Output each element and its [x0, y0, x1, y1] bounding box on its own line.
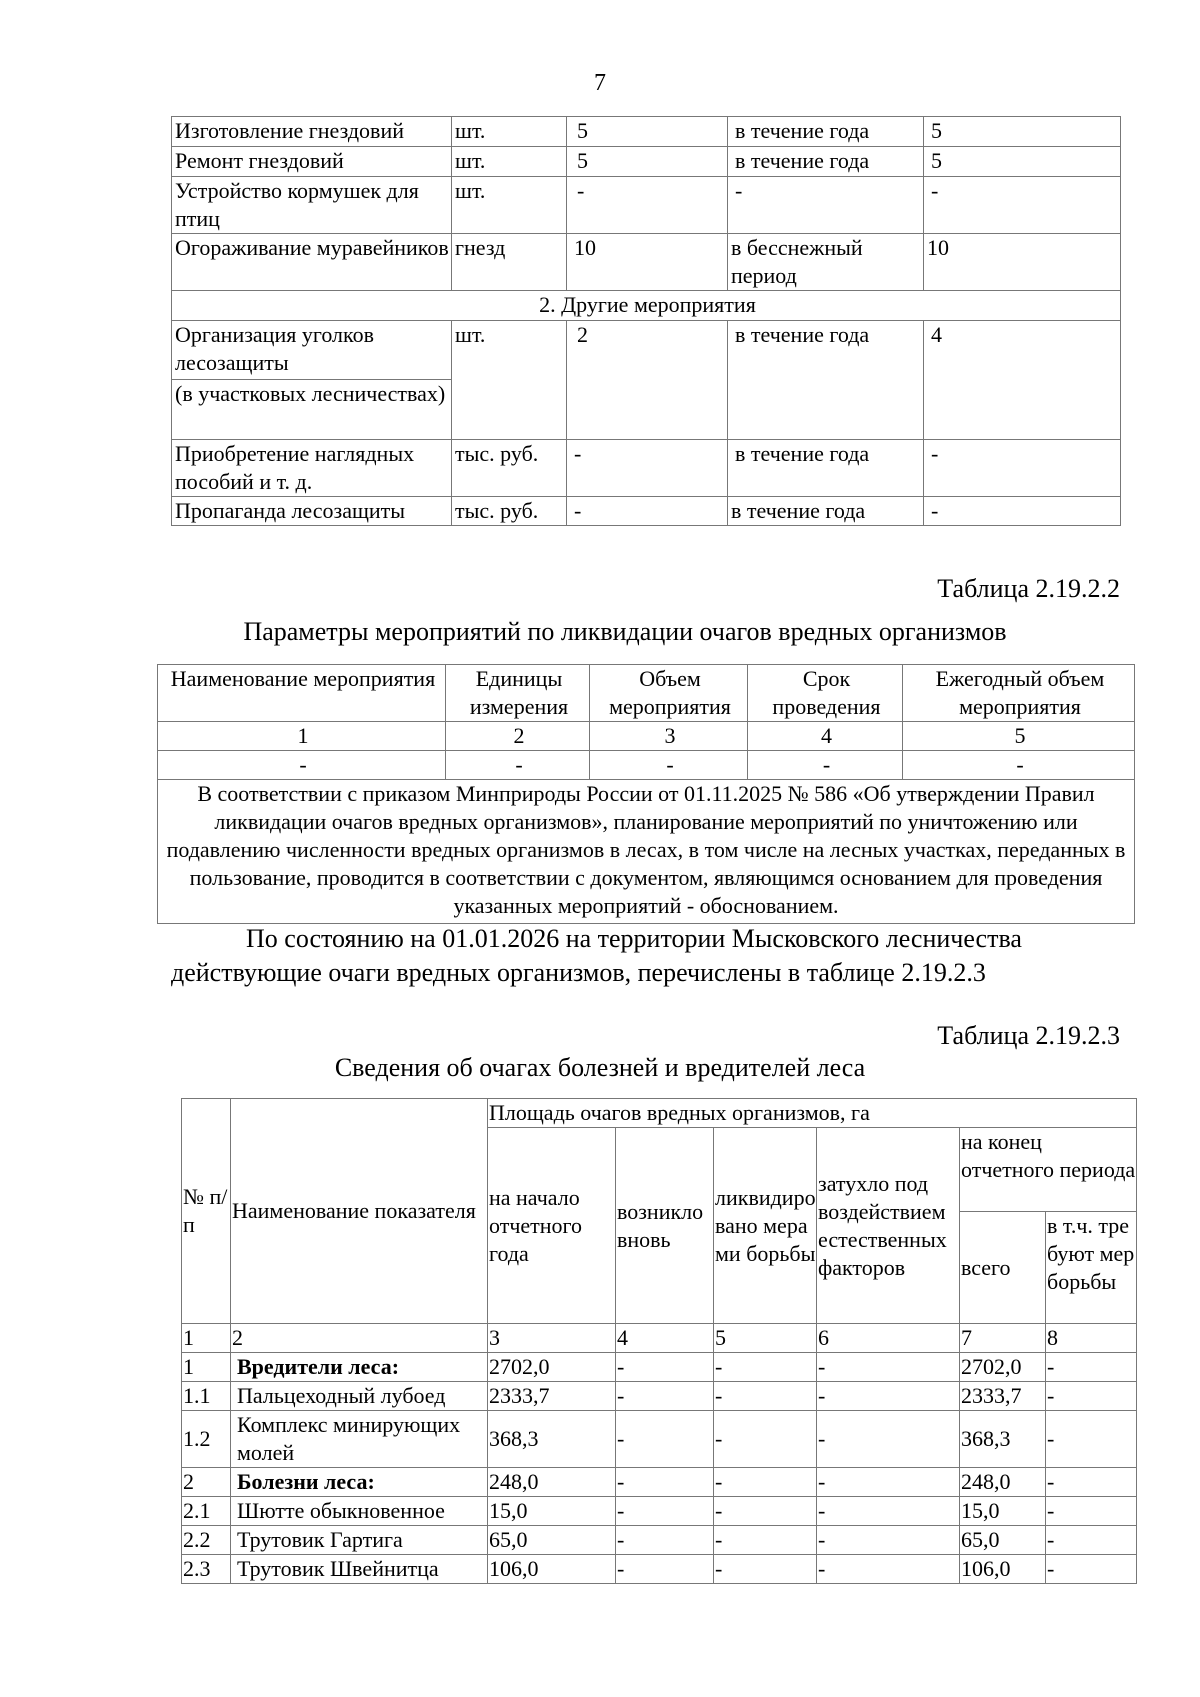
cell: Организация уголков лесозащиты	[172, 321, 452, 380]
header-row	[158, 665, 1135, 722]
table-row	[172, 321, 1121, 380]
table-label: Таблица 2.19.2.3	[937, 1021, 1120, 1050]
cell-total: 2702,0	[960, 1353, 1046, 1382]
cell-num: 1.2	[182, 1411, 231, 1468]
column-header-name: Наименование показателя	[231, 1099, 488, 1324]
table-row	[182, 1411, 1137, 1468]
cell-name: Вредители леса:	[231, 1353, 488, 1382]
cell-start: 106,0	[488, 1555, 616, 1584]
cell-name: Комплекс минирующих молей	[231, 1411, 488, 1468]
table-row	[172, 497, 1121, 526]
cell-name: Пальцеходный лубоед	[231, 1382, 488, 1411]
column-header-require: в т.ч. требуют мер борьбы	[1046, 1212, 1137, 1324]
cell-num: 1.1	[182, 1382, 231, 1411]
cell: -	[590, 751, 748, 780]
column-header-end: на конец отчетного периода	[960, 1128, 1137, 1212]
cell-req: -	[1046, 1382, 1137, 1411]
cell-num: 2	[182, 1468, 231, 1497]
cell-new: -	[616, 1555, 714, 1584]
cell: 5	[924, 147, 1121, 177]
cell-faded: -	[817, 1353, 960, 1382]
activities-table	[171, 116, 1121, 526]
cell: 8	[1046, 1324, 1137, 1353]
table-row	[172, 117, 1121, 147]
cell: 2	[231, 1324, 488, 1353]
cell: Пропаганда лесозащиты	[172, 497, 452, 526]
table-row	[182, 1497, 1137, 1526]
cell: в течение года	[728, 147, 924, 177]
cell: шт.	[452, 321, 567, 440]
cell: 10	[567, 234, 728, 291]
column-header-faded: затухло под воздействием естественных факторов	[817, 1128, 960, 1324]
table-body	[182, 1353, 1137, 1584]
cell: шт.	[452, 117, 567, 147]
cell-req: -	[1046, 1353, 1137, 1382]
cell: -	[158, 751, 446, 780]
cell-faded: -	[817, 1411, 960, 1468]
cell-start: 65,0	[488, 1526, 616, 1555]
cell-num: 2.2	[182, 1526, 231, 1555]
cell: -	[924, 497, 1121, 526]
cell-total: 368,3	[960, 1411, 1046, 1468]
cell: -	[924, 440, 1121, 497]
cell-faded: -	[817, 1555, 960, 1584]
cell-name: Болезни леса:	[231, 1468, 488, 1497]
cell-req: -	[1046, 1555, 1137, 1584]
table-label: Таблица 2.19.2.2	[937, 574, 1120, 603]
table-row	[172, 234, 1121, 291]
cell-start: 2702,0	[488, 1353, 616, 1382]
column-header-number: № п/п	[182, 1099, 231, 1324]
note-text: В соответствии с приказом Минприроды России от 01.11.2025 № 586 «Об утверждении Правил ликвидации очагов вредных организмов», планирование мероприятий по уничтожению или подавлению численности вредных организмов в лесах, в том числе на лесных участках, переданных в пользование, проводится в соответствии с документом, являющимся основанием для проведения указанных мероприятий - обоснованием.	[158, 780, 1135, 924]
cell-liq: -	[714, 1468, 817, 1497]
section-header-row	[172, 291, 1121, 321]
cell: Огораживание муравейников	[172, 234, 452, 291]
cell: в течение года	[728, 117, 924, 147]
column-header: Наименование мероприятия	[158, 665, 446, 722]
table-title: Сведения об очагах болезней и вредителей леса	[334, 1053, 866, 1082]
cell: -	[903, 751, 1135, 780]
cell-new: -	[616, 1382, 714, 1411]
cell-req: -	[1046, 1411, 1137, 1468]
cell-liq: -	[714, 1353, 817, 1382]
note-row	[158, 780, 1135, 924]
table-row	[172, 177, 1121, 234]
cell: 5	[714, 1324, 817, 1353]
column-number-row	[182, 1324, 1137, 1353]
cell: 5	[567, 117, 728, 147]
cell-faded: -	[817, 1497, 960, 1526]
cell-new: -	[616, 1526, 714, 1555]
cell: Ремонт гнездовий	[172, 147, 452, 177]
cell: Устройство кормушек для птиц	[172, 177, 452, 234]
parameters-table	[157, 664, 1135, 924]
cell-faded: -	[817, 1526, 960, 1555]
column-header-liquidated: ликвидировано мерами борьбы	[714, 1128, 817, 1324]
cell-req: -	[1046, 1497, 1137, 1526]
cell-new: -	[616, 1497, 714, 1526]
cell: -	[748, 751, 903, 780]
cell-new: -	[616, 1411, 714, 1468]
cell: 5	[567, 147, 728, 177]
table-row	[172, 147, 1121, 177]
table-row	[182, 1555, 1137, 1584]
cell-new: -	[616, 1353, 714, 1382]
cell-req: -	[1046, 1526, 1137, 1555]
column-header: Объем мероприятия	[590, 665, 748, 722]
cell-name: Шютте обыкновенное	[231, 1497, 488, 1526]
table-row	[182, 1353, 1137, 1382]
table-row	[182, 1526, 1137, 1555]
cell: в течение года	[728, 321, 924, 440]
cell-start: 15,0	[488, 1497, 616, 1526]
column-header: Срок проведения	[748, 665, 903, 722]
column-header-new: возникло вновь	[616, 1128, 714, 1324]
cell: 5	[903, 722, 1135, 751]
cell: 1	[182, 1324, 231, 1353]
cell-total: 65,0	[960, 1526, 1046, 1555]
table-title: Параметры мероприятий по ликвидации очагов вредных организмов	[243, 617, 1007, 646]
page-number: 7	[594, 70, 606, 96]
cell: в течение года	[728, 497, 924, 526]
cell: (в участковых лесничествах)	[172, 380, 452, 440]
cell: -	[567, 497, 728, 526]
cell: шт.	[452, 147, 567, 177]
cell: Приобретение наглядных пособий и т. д.	[172, 440, 452, 497]
paragraph-line-2: действующие очаги вредных организмов, перечислены в таблице 2.19.2.3	[171, 958, 986, 987]
paragraph-line-1: По состоянию на 01.01.2026 на территории Мысковского лесничества	[246, 924, 1022, 953]
cell: -	[567, 177, 728, 234]
section-title: 2. Другие мероприятия	[172, 291, 1121, 321]
cell: гнезд	[452, 234, 567, 291]
cell-liq: -	[714, 1411, 817, 1468]
table-row	[182, 1468, 1137, 1497]
column-header: Ежегодный объем мероприятия	[903, 665, 1135, 722]
cell: 10	[924, 234, 1121, 291]
column-header-total: всего	[960, 1212, 1046, 1324]
cell-total: 106,0	[960, 1555, 1046, 1584]
cell: -	[924, 177, 1121, 234]
cell-liq: -	[714, 1382, 817, 1411]
cell: Изготовление гнездовий	[172, 117, 452, 147]
cell: 1	[158, 722, 446, 751]
table-row	[182, 1382, 1137, 1411]
cell: 4	[616, 1324, 714, 1353]
cell: шт.	[452, 177, 567, 234]
cell-name: Трутовик Швейнитца	[231, 1555, 488, 1584]
cell: тыс. руб.	[452, 440, 567, 497]
cell-faded: -	[817, 1468, 960, 1497]
foci-table	[181, 1098, 1137, 1584]
cell: тыс. руб.	[452, 497, 567, 526]
cell: 2	[446, 722, 590, 751]
cell-num: 1	[182, 1353, 231, 1382]
cell-liq: -	[714, 1555, 817, 1584]
cell: -	[567, 440, 728, 497]
cell: 3	[488, 1324, 616, 1353]
table-row	[158, 751, 1135, 780]
cell: 4	[924, 321, 1121, 440]
cell-total: 2333,7	[960, 1382, 1046, 1411]
cell: 4	[748, 722, 903, 751]
cell-liq: -	[714, 1526, 817, 1555]
cell-faded: -	[817, 1382, 960, 1411]
table-row	[172, 440, 1121, 497]
cell: 3	[590, 722, 748, 751]
cell: 6	[817, 1324, 960, 1353]
cell: 2	[567, 321, 728, 440]
cell-num: 2.1	[182, 1497, 231, 1526]
column-number-row	[158, 722, 1135, 751]
cell-total: 248,0	[960, 1468, 1046, 1497]
cell-num: 2.3	[182, 1555, 231, 1584]
column-header: Единицы измерения	[446, 665, 590, 722]
cell-new: -	[616, 1468, 714, 1497]
cell-req: -	[1046, 1468, 1137, 1497]
cell-liq: -	[714, 1497, 817, 1526]
cell-total: 15,0	[960, 1497, 1046, 1526]
cell: 7	[960, 1324, 1046, 1353]
cell: -	[446, 751, 590, 780]
cell-start: 2333,7	[488, 1382, 616, 1411]
cell-start: 368,3	[488, 1411, 616, 1468]
cell: 5	[924, 117, 1121, 147]
column-header-area: Площадь очагов вредных организмов, га	[488, 1099, 1137, 1128]
cell: в течение года	[728, 440, 924, 497]
cell: в бесснежный период	[728, 234, 924, 291]
cell-name: Трутовик Гартига	[231, 1526, 488, 1555]
column-header-start: на начало отчетного года	[488, 1128, 616, 1324]
cell-start: 248,0	[488, 1468, 616, 1497]
header-row	[182, 1099, 1137, 1128]
cell: -	[728, 177, 924, 234]
